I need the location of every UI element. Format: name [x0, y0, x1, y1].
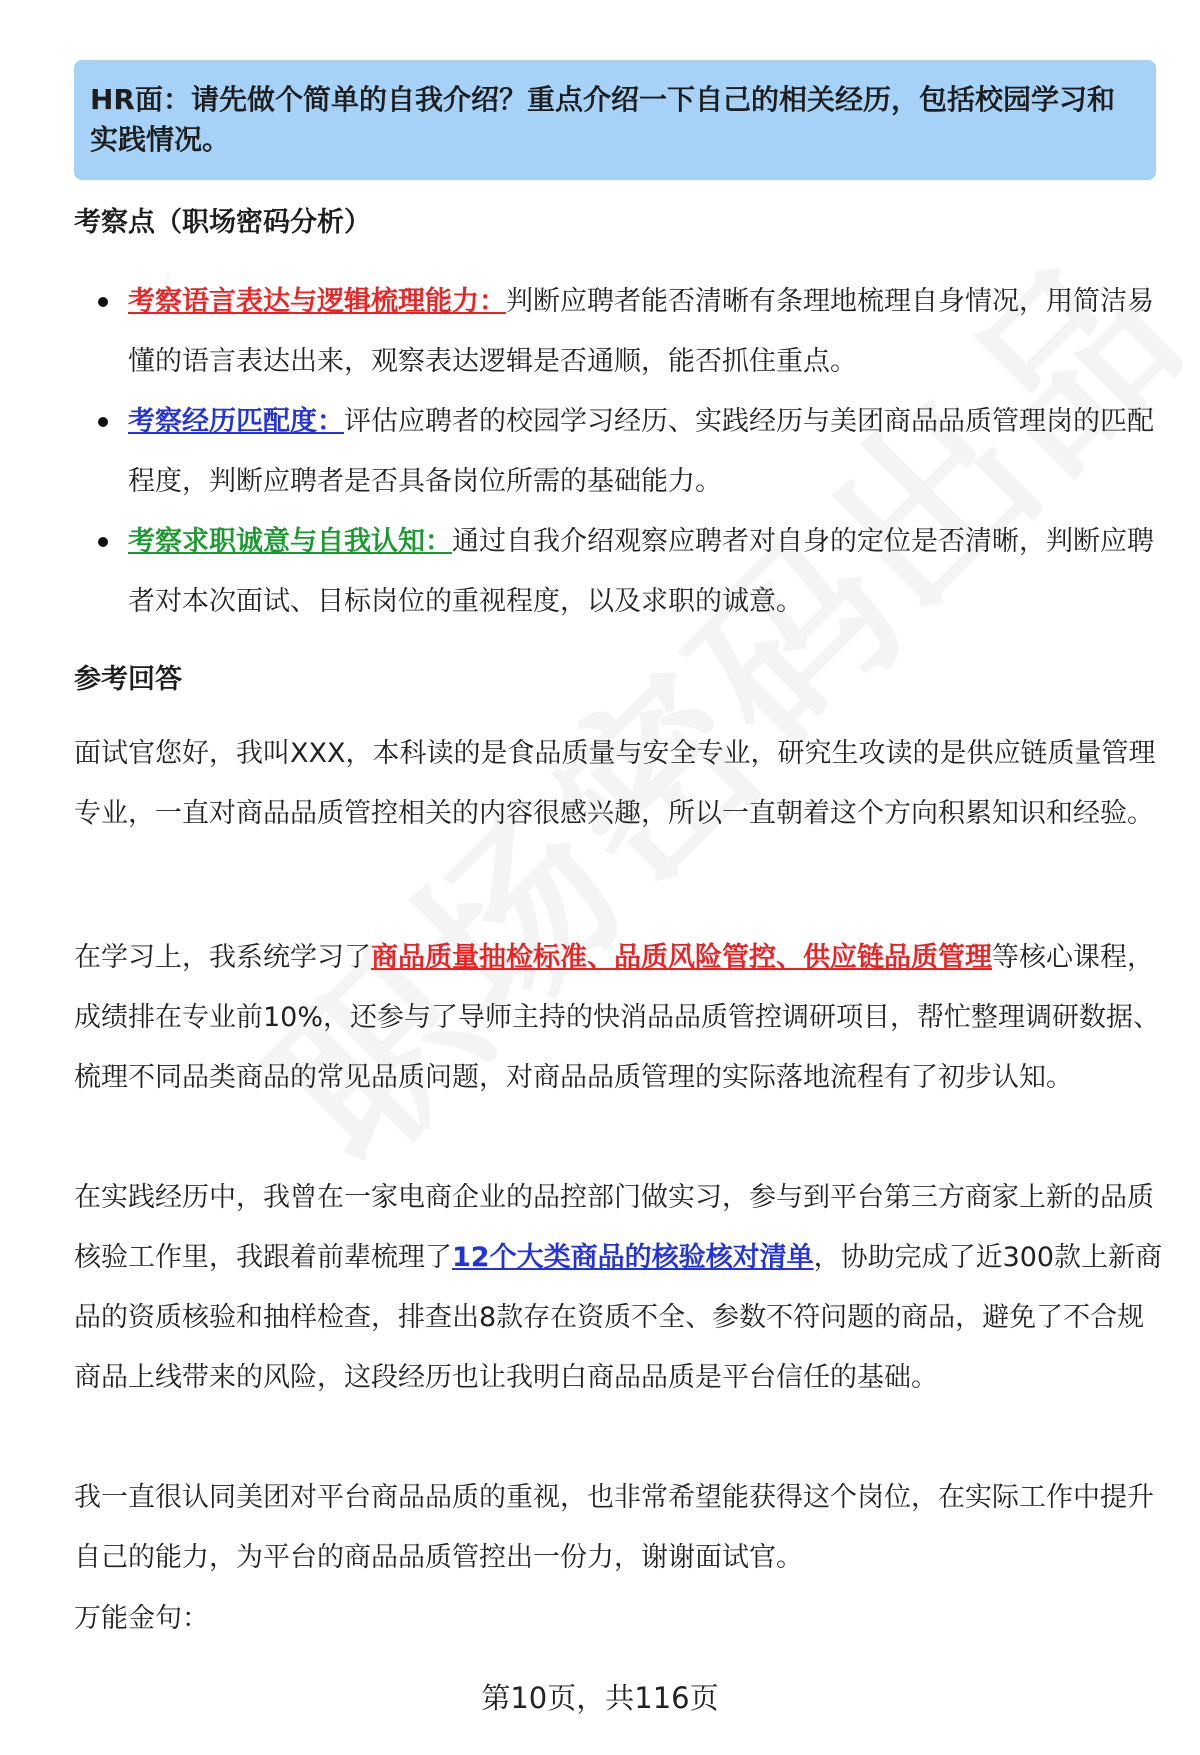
answer-text: 在实践经历中，我曾在一家电商企业的品控部门做实习，参与到平台第三方商家上新的品质核验工作里，我跟着前辈梳理了: [74, 1182, 1154, 1273]
question-box: [74, 60, 1156, 180]
answer-text: 等核心课程，成绩排在专业前10%，还参与了导师主持的快消品品质管控调研项目，帮忙整理调研数据、梳理不同品类商品的常见品质问题，对商品品质管理的实际落地流程有了初步认知。: [74, 942, 1161, 1093]
exam-points-list: [98, 272, 1160, 632]
answer-paragraph-practice: [74, 1168, 1164, 1408]
answer-text: 在学习上，我系统学习了: [74, 942, 371, 973]
exam-point-text: 通过自我介绍观察应聘者对自身的定位是否清晰，判断应聘者对本次面试、目标岗位的重视程度，以及求职的诚意。: [128, 526, 1154, 617]
exam-point-lead: 考察语言表达与逻辑梳理能力：: [128, 286, 506, 317]
answer-paragraph-study: [74, 928, 1164, 1108]
reference-answer-heading: 参考回答: [74, 664, 182, 695]
golden-sentence-label: 万能金句：: [74, 1603, 209, 1634]
exam-point-text: 评估应聘者的校园学习经历、实践经历与美团商品品质管理岗的匹配程度，判断应聘者是否具备岗位所需的基础能力。: [128, 406, 1154, 497]
bullet-icon: [98, 417, 108, 427]
page-number: 第10页，共116页: [481, 1681, 719, 1715]
exam-point: [98, 512, 1160, 632]
question-text: HR面：请先做个简单的自我介绍？重点介绍一下自己的相关经历，包括校园学习和实践情况。: [90, 83, 1115, 156]
answer-text: ，协助完成了近300款上新商品的资质核验和抽样检查，排查出8款存在资质不全、参数不符问题的商品，避免了不合规商品上线带来的风险，这段经历也让我明白商品品质是平台信任的基础。: [74, 1242, 1163, 1393]
bullet-icon: [98, 297, 108, 307]
exam-point: [98, 272, 1160, 392]
answer-paragraph-closing: 我一直很认同美团对平台商品品质的重视，也非常希望能获得这个岗位，在实际工作中提升自己的能力，为平台的商品品质管控出一份力，谢谢面试官。: [74, 1482, 1154, 1573]
exam-point-lead: 考察经历匹配度：: [128, 406, 344, 437]
exam-point-lead: 考察求职诚意与自我认知：: [128, 526, 452, 557]
exam-point-text: 判断应聘者能否清晰有条理地梳理自身情况，用简洁易懂的语言表达出来，观察表达逻辑是否通顺，能否抓住重点。: [128, 286, 1154, 377]
answer-paragraph-intro: 面试官您好，我叫XXX，本科读的是食品质量与安全专业，研究生攻读的是供应链质量管理专业，一直对商品品质管控相关的内容很感兴趣，所以一直朝着这个方向积累知识和经验。: [74, 738, 1156, 829]
highlight-checklist: 12个大类商品的核验核对清单: [452, 1242, 814, 1273]
highlight-courses: 商品质量抽检标准、品质风险管控、供应链品质管理: [371, 942, 992, 973]
exam-points-heading: 考察点（职场密码分析）: [74, 207, 371, 238]
exam-point: [98, 392, 1160, 512]
bullet-icon: [98, 537, 108, 547]
